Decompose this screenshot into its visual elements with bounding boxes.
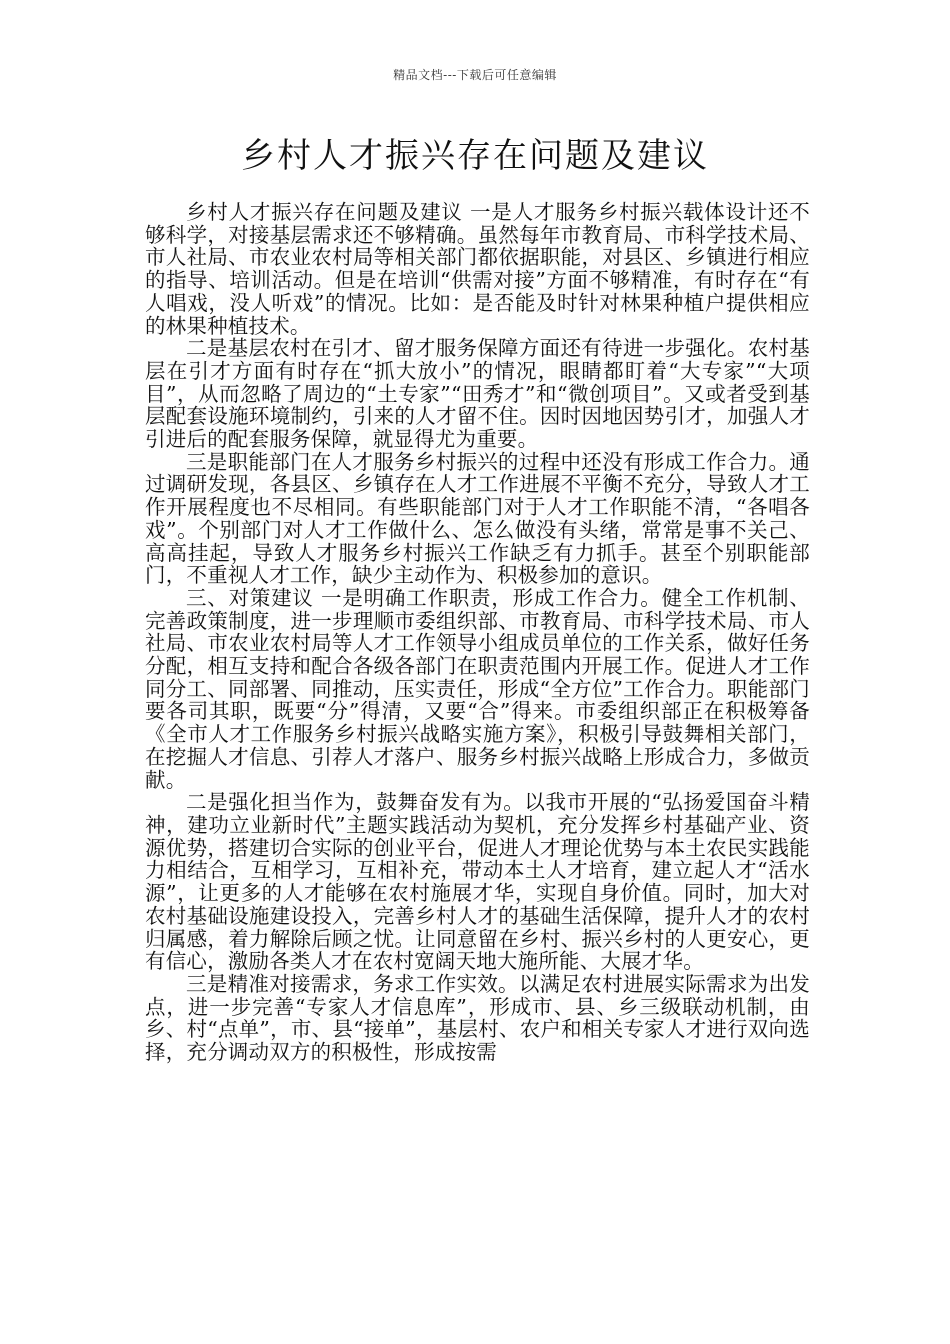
paragraph-problem-1: 乡村人才振兴存在问题及建议 一是人才服务乡村振兴载体设计还不够科学，对接基层需求还不够精确。虽然每年市教育局、市科学技术局、市人社局、市农业农村局等相关部门都依据职能，对县区、乡镇进行相应的指导、培训活动。但是在培训“供需对接”方面不够精准，有时存在“有人唱戏，没人听戏”的情况。比如：是否能及时针对林果种植户提供相应的林果种植技术。 xyxy=(145,200,810,338)
paragraph-suggestion-3: 三是精准对接需求，务求工作实效。以满足农村进展实际需求为出发点，进一步完善“专家人才信息库”，形成市、县、乡三级联动机制，由乡、村“点单”，市、县“接单”，基层村、农户和相关专家人才进行双向选择，充分调动双方的积极性，形成按需 xyxy=(145,971,810,1065)
document-body xyxy=(145,201,810,1064)
header-note: 精品文档---下载后可任意编辑 xyxy=(393,68,557,82)
document-title: 乡村人才振兴存在问题及建议 xyxy=(241,136,709,176)
paragraph-suggestion-1: 三、对策建议 一是明确工作职责，形成工作合力。健全工作机制、完善政策制度，进一步理顺市委组织部、市教育局、市科学技术局、市人社局、市农业农村局等人才工作领导小组成员单位的工作关系，做好任务分配，相互支持和配合各级各部门在职责范围内开展工作。促进人才工作同分工、同部署、同推动，压实责任，形成“全方位”工作合力。职能部门要各司其职，既要“分”得清，又要“合”得来。市委组织部正在积极筹备《全市人才工作服务乡村振兴战略实施方案》，积极引导鼓舞相关部门，在挖掘人才信息、引荐人才落户、服务乡村振兴战略上形成合力，多做贡献。 xyxy=(145,585,810,792)
paragraph-problem-3: 三是职能部门在人才服务乡村振兴的过程中还没有形成工作合力。通过调研发现，各县区、乡镇存在人才工作进展不平衡不充分，导致人才工作开展程度也不尽相同。有些职能部门对于人才工作职能不清，“各唱各戏”。个别部门对人才工作做什么、怎么做没有头绪，常常是事不关己、高高挂起，导致人才服务乡村振兴工作缺乏有力抓手。甚至个别职能部门，不重视人才工作，缺少主动作为、积极参加的意识。 xyxy=(145,449,810,588)
paragraph-suggestion-2: 二是强化担当作为，鼓舞奋发有为。以我市开展的“弘扬爱国奋斗精神，建功立业新时代”主题实践活动为契机，充分发挥乡村基础产业、资源优势，搭建切合实际的创业平台，促进人才理论优势与本土农民实践能力相结合，互相学习，互相补充，带动本土人才培育，建立起人才“活水源”，让更多的人才能够在农村施展才华，实现自身价值。同时，加大对农村基础设施建设投入，完善乡村人才的基础生活保障，提升人才的农村归属感，着力解除后顾之忧。让同意留在乡村、振兴乡村的人更安心，更有信心，激励各类人才在农村宽阔天地大施所能、大展才华。 xyxy=(145,790,810,974)
paragraph-problem-2: 二是基层农村在引才、留才服务保障方面还有待进一步强化。农村基层在引才方面有时存在“抓大放小”的情况，眼睛都盯着“大专家”“大项目”，从而忽略了周边的“土专家”“田秀才”和“微创项目”。又或者受到基层配套设施环境制约，引来的人才留不住。因时因地因势引才，加强人才引进后的配套服务保障，就显得尤为重要。 xyxy=(145,336,810,452)
